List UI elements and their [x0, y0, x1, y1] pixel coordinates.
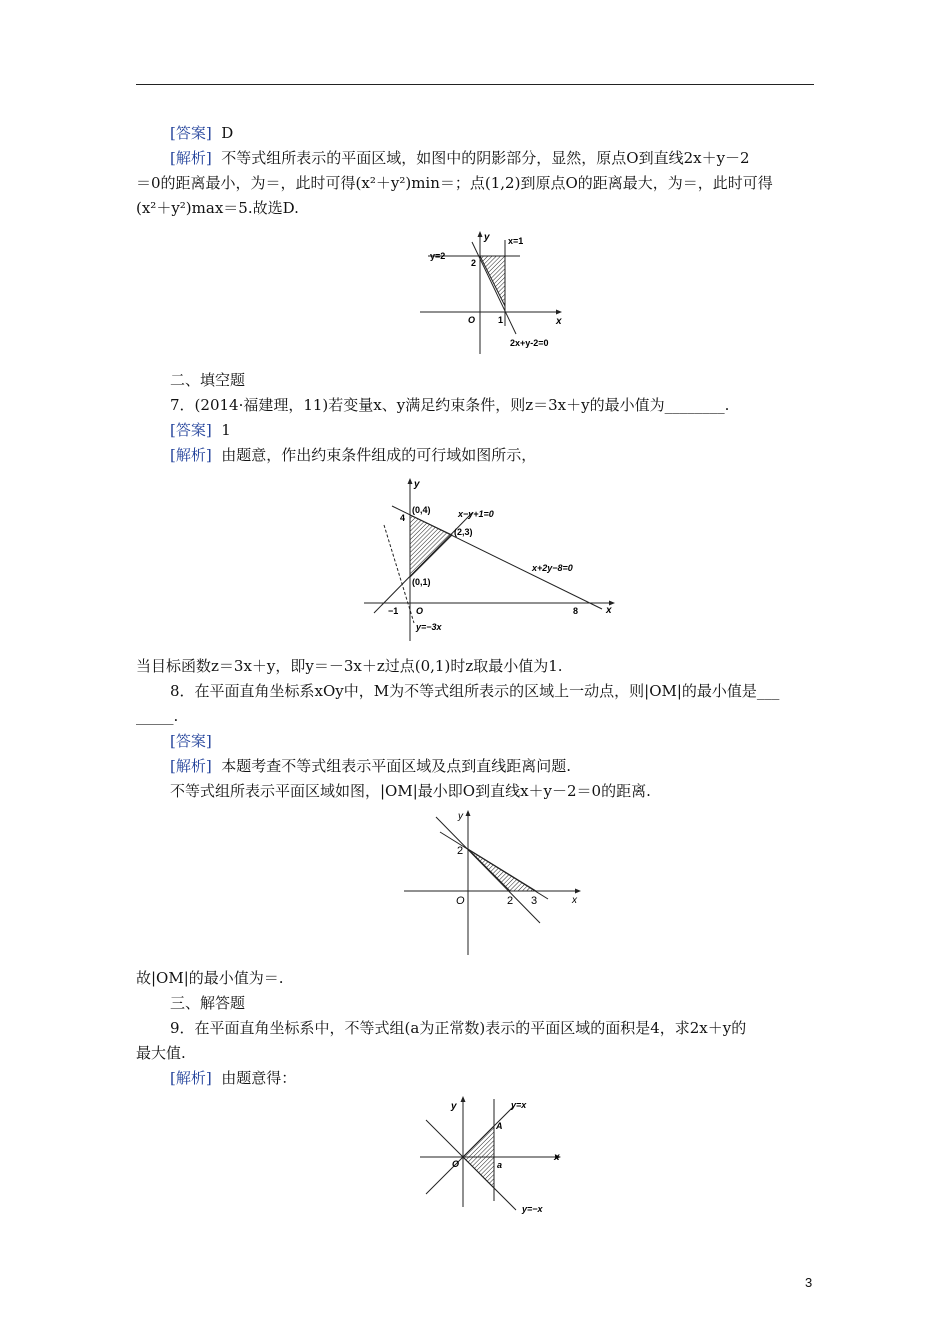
question-9a: 9．在平面直角坐标系中，不等式组(a为正常数)表示的平面区域的面积是4，求2x＋y的	[170, 1019, 747, 1037]
figure-3	[400, 805, 590, 960]
answer-text: D	[221, 124, 234, 142]
label-y: y	[458, 811, 463, 822]
analysis-line-8b: 不等式组所表示平面区域如图，|OM|最小即O到直线x＋y－2＝0的距离.	[170, 782, 651, 800]
label-origin: O	[452, 1159, 460, 1169]
answer-text: 1	[221, 421, 231, 439]
label-y: y	[414, 479, 420, 490]
label-yx: y=x	[511, 1100, 527, 1110]
y-arrow-icon	[466, 810, 471, 816]
label-origin: O	[456, 895, 465, 907]
label-x: x	[556, 316, 562, 327]
conclusion-8: 故|OM|的最小值为＝.	[136, 969, 284, 987]
section-2-title: 二、填空题	[170, 371, 246, 389]
analysis-tag: [解析]	[170, 757, 212, 775]
label-y2: y=2	[430, 251, 446, 261]
analysis-line-8	[136, 756, 850, 776]
label-a: a	[497, 1160, 503, 1170]
label-p01: (0,1)	[412, 577, 431, 587]
analysis-tag: [解析]	[170, 446, 212, 464]
page-number: 3	[805, 1275, 813, 1290]
analysis-line-7	[136, 445, 850, 465]
line-x-y-2	[436, 817, 540, 923]
x-arrow-icon	[575, 889, 581, 894]
question-8b: _____.	[136, 707, 179, 725]
line-y-eq-x	[426, 1106, 514, 1194]
label-A: A	[496, 1121, 503, 1131]
tick-y2: 2	[471, 258, 477, 268]
label-origin: O	[416, 606, 424, 616]
tick-x3: 3	[531, 895, 538, 907]
label-x: x	[554, 1152, 560, 1163]
analysis-text: 不等式组所表示的平面区域，如图中的阴影部分，显然，原点O到直线2x＋y－2	[221, 149, 750, 167]
tick-m1: −1	[388, 606, 399, 616]
section-3-title: 三、解答题	[170, 994, 246, 1012]
shaded-region	[463, 1126, 494, 1188]
question-8a: 8．在平面直角坐标系xOy中，M为不等式组所表示的区域上一动点，则|OM|的最小值是___	[170, 682, 780, 700]
analysis-text: 由题意得：	[221, 1069, 297, 1087]
answer-tag: [答案]	[170, 421, 212, 439]
question-7: 7．(2014·福建理，11)若变量x、y满足约束条件，则z＝3x＋y的最小值为________.	[170, 396, 730, 414]
conclusion-7: 当目标函数z＝3x＋y，即y＝－3x＋z过点(0,1)时z取最小值为1.	[136, 657, 563, 675]
label-x1: x=1	[508, 236, 524, 246]
label-y: y	[451, 1101, 457, 1112]
y-arrow-icon	[408, 478, 413, 484]
label-x: x	[572, 895, 577, 906]
analysis-tag: [解析]	[170, 149, 212, 167]
label-l3: y=−3x	[416, 622, 442, 632]
y-arrow-icon	[461, 1096, 466, 1102]
tick-y2: 2	[457, 845, 464, 857]
analysis-line-6b: ＝0的距离最小，为＝，此时可得(x²＋y²)min＝；点(1,2)到原点O的距离最大，为＝，此时可得	[136, 174, 773, 192]
analysis-tag: [解析]	[170, 1069, 212, 1087]
label-p04: (0,4)	[412, 505, 431, 515]
analysis-text: 本题考查不等式组表示平面区域及点到直线距离问题.	[221, 757, 572, 775]
label-l1: x−y+1=0	[458, 509, 494, 519]
answer-line-7	[136, 420, 850, 440]
shaded-region	[410, 515, 452, 577]
figure-2	[362, 473, 622, 643]
tick-4: 4	[400, 513, 406, 523]
y-arrow-icon	[478, 231, 483, 237]
tick-x2: 2	[507, 895, 514, 907]
label-origin: O	[468, 315, 476, 325]
label-x: x	[606, 605, 612, 616]
line-y-eq-neg-x	[426, 1120, 516, 1210]
answer-tag: [答案]	[170, 124, 212, 142]
label-y: y	[484, 232, 490, 243]
figure-4	[418, 1093, 568, 1221]
line-boundary	[440, 832, 548, 899]
label-ymx: y=−x	[522, 1204, 543, 1214]
question-9b: 最大值.	[136, 1044, 186, 1062]
shaded-region	[480, 256, 505, 306]
analysis-line-6a	[136, 148, 850, 168]
header-rule	[136, 84, 814, 85]
label-p23: (2,3)	[454, 527, 473, 537]
label-main-line: 2x+y-2=0	[510, 338, 549, 348]
analysis-line-6c: (x²＋y²)max＝5.故选D.	[136, 199, 299, 217]
figure-1	[420, 226, 570, 356]
answer-tag: [答案]	[170, 732, 212, 750]
analysis-text: 由题意，作出约束条件组成的可行域如图所示，	[221, 446, 537, 464]
label-l2: x+2y−8=0	[532, 563, 573, 573]
tick-8: 8	[573, 606, 579, 616]
answer-line-6	[136, 123, 850, 143]
answer-line-8	[136, 731, 850, 751]
x-arrow-icon	[556, 310, 562, 315]
analysis-line-9	[136, 1068, 850, 1088]
tick-x1: 1	[498, 315, 504, 325]
